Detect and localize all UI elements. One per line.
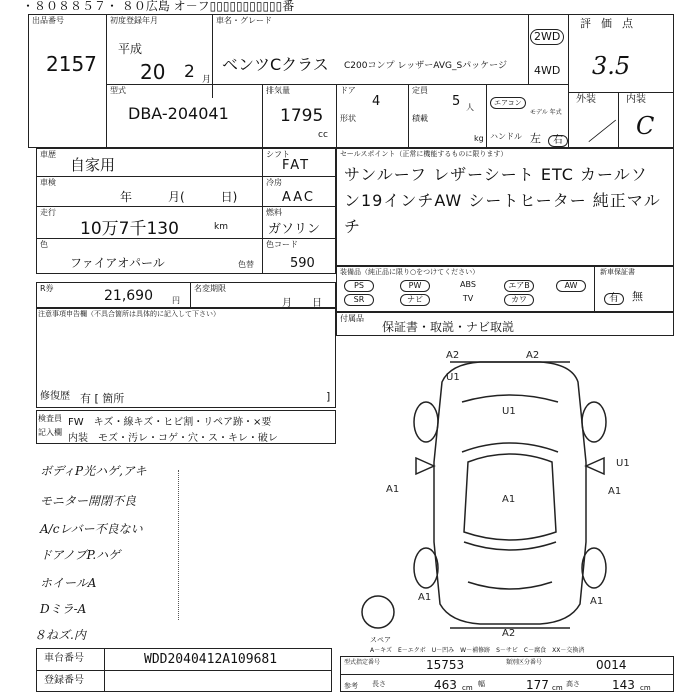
- mark-rear-right-a1: A1: [590, 596, 604, 607]
- new-warranty-label: 新車保証書: [600, 268, 635, 276]
- repair-value: 有 [ 箇所: [80, 392, 125, 405]
- length-unit: cm: [462, 684, 473, 692]
- color-code-label: 色コード: [266, 240, 298, 249]
- reg-number-label: 登録番号: [44, 675, 84, 686]
- fuel-label: 燃料: [266, 208, 282, 217]
- width: 177: [526, 678, 549, 692]
- first-reg-month-unit: 月: [202, 75, 212, 85]
- height: 143: [612, 678, 635, 692]
- mark-rear-left-a1: A1: [418, 592, 432, 603]
- exterior-label: 外装: [576, 94, 596, 105]
- inspector-label1: 検査員: [38, 414, 62, 423]
- recycle-label: R券: [40, 284, 54, 293]
- first-reg-month: 2: [184, 62, 195, 82]
- mark-roof-a1: A1: [502, 494, 516, 505]
- type-num: 15753: [426, 658, 465, 672]
- doors: 4: [372, 94, 381, 109]
- mark-rear-a2: A2: [502, 628, 516, 639]
- vin: WDD2040412A109681: [144, 652, 278, 667]
- inspector-fw-row: FW キズ・線キズ・ヒビ割・リペア跡・×要: [68, 417, 272, 428]
- steering-label: ハンドル: [490, 132, 522, 141]
- ac-label: 冷房: [266, 178, 282, 187]
- class-num-label: 類別区分番号: [506, 659, 543, 666]
- mark-rear-a1: A1: [386, 484, 400, 495]
- capacity-label: 定員: [412, 86, 428, 95]
- note-line-2: モニター開閉不良: [40, 494, 137, 508]
- lot-label: 出品番号: [32, 16, 64, 25]
- transfer: 月 日: [282, 298, 322, 309]
- repair-label: 修復歴: [40, 391, 70, 402]
- warranty-no: 無: [632, 290, 643, 303]
- shape-label: 形状: [340, 114, 356, 123]
- lot-number: 2157: [46, 52, 97, 76]
- interior-score: C: [636, 112, 655, 140]
- spec-ref-label: 参考: [344, 682, 358, 690]
- steering-left: 左: [530, 132, 541, 145]
- equip-navi: ナビ: [400, 294, 430, 306]
- accessories: 保証書・取説・ナビ取説: [382, 320, 515, 334]
- mark-front-u1-left: U1: [446, 372, 460, 383]
- selling-points-text: サンルーフ レザーシート ETC カールソン19インチAW シートヒーター 純正マルチ: [344, 165, 661, 236]
- model-grade: C200コンプ レッザーAVG_Sパッケージ: [344, 61, 507, 71]
- mode-label: モデル 年式: [530, 109, 562, 116]
- exterior-score: ／: [588, 118, 612, 146]
- color: ファイアオパール: [70, 256, 165, 270]
- color-change-label: 色替: [238, 260, 254, 269]
- equip-leather: カワ: [504, 294, 534, 306]
- color-label: 色: [40, 240, 48, 249]
- recycle-value: 21,690: [104, 288, 153, 304]
- mileage: 10万7千130: [80, 219, 179, 239]
- equip-airbag: エアB: [504, 280, 534, 292]
- aircon-badge: エアコン: [490, 90, 526, 109]
- shift: FAT: [282, 158, 311, 173]
- score-value: 3.5: [592, 52, 631, 80]
- recycle-unit: 円: [172, 296, 180, 305]
- warranty-yes: 有: [604, 286, 624, 305]
- spare-label: スペア: [370, 636, 391, 644]
- inspector-in-row: 内装 モズ・汚レ・コゲ・穴・ス・キレ・破レ: [68, 433, 278, 444]
- note-line-1: ボディP光ハゲ,アキ: [40, 464, 147, 478]
- note-line-4: ドアノブP.ハゲ: [40, 548, 121, 562]
- length-label: 長さ: [372, 680, 386, 688]
- type-num-label: 型式指定番号: [344, 659, 381, 666]
- mark-bumper-a2-right: A2: [526, 350, 540, 361]
- car-damage-diagram: [350, 342, 670, 648]
- equip-ps: PS: [344, 280, 374, 292]
- selling-points-label: セールスポイント（正常に機能するものに限ります）: [340, 150, 508, 158]
- equip-tv: TV: [462, 294, 474, 303]
- height-label: 高さ: [566, 680, 580, 688]
- capacity-unit: 人: [466, 103, 474, 112]
- interior-label: 内装: [626, 94, 646, 105]
- equipment-label: 装備品（純正品に限り○をつけてください）: [340, 268, 480, 276]
- inspection-date: 年 月( 日): [120, 190, 238, 204]
- doors-label: ドア: [340, 86, 356, 95]
- inspector-label2: 記入欄: [38, 428, 62, 437]
- score-label: 評価点: [580, 17, 643, 30]
- width-label: 幅: [478, 680, 485, 688]
- height-unit: cm: [640, 684, 651, 692]
- usage: 自家用: [70, 156, 116, 174]
- mark-bumper-a2-left: A2: [446, 350, 460, 361]
- model-code: DBA-204041: [128, 104, 229, 123]
- class-num: 0014: [596, 658, 627, 672]
- accessories-label: 付属品: [340, 314, 364, 323]
- displacement: 1795: [280, 106, 324, 126]
- color-code: 590: [290, 256, 315, 271]
- usage-label: 車歴: [40, 150, 56, 159]
- drive-4wd: 4WD: [534, 64, 561, 77]
- equip-sr: SR: [344, 294, 374, 306]
- mark-side-u1: U1: [616, 458, 630, 469]
- mark-side-a1: A1: [608, 486, 622, 497]
- first-reg-year: 20: [140, 60, 166, 84]
- repair-close: ]: [326, 390, 331, 403]
- inspection-label: 車検: [40, 178, 56, 187]
- drive-2wd: 2WD: [530, 25, 564, 45]
- cargo-label: 積載: [412, 114, 428, 123]
- header-text: ・８０８８５７・ ８０広島 オ－フ▯▯▯▯▯▯▯▯▯▯▯番: [22, 0, 295, 12]
- note-line-5: ホイールA: [40, 576, 97, 590]
- equip-pw: PW: [400, 280, 430, 292]
- cargo-unit: kg: [474, 134, 484, 143]
- mileage-label: 走行: [40, 208, 56, 217]
- shift-label: シフト: [266, 150, 290, 159]
- fuel: ガソリン: [268, 222, 321, 237]
- notes-label: 注意事項申告欄（不具合箇所は具体的に記入して下さい）: [38, 310, 220, 318]
- transfer-label: 名変期限: [194, 284, 226, 293]
- note-line-7: ８ねズ.内: [34, 628, 86, 642]
- mark-front-u1: U1: [502, 406, 516, 417]
- displacement-unit: cc: [318, 130, 328, 140]
- note-line-6: Dミラ-A: [40, 602, 87, 616]
- equip-aw: AW: [556, 280, 586, 292]
- width-unit: cm: [552, 684, 563, 692]
- model-name-label: 車名・グレード: [216, 16, 272, 25]
- vin-label: 車台番号: [44, 653, 84, 664]
- mileage-unit: km: [214, 222, 228, 232]
- steering-right: 右: [548, 128, 568, 147]
- ac: AAC: [282, 190, 315, 205]
- first-reg-era: 平成: [118, 42, 143, 56]
- length: 463: [434, 678, 457, 692]
- note-line-3: A/cレバー不良ない: [40, 522, 143, 536]
- model-name: ベンツCクラス: [222, 55, 329, 74]
- displacement-label: 排気量: [266, 86, 290, 95]
- model-code-label: 型式: [110, 86, 126, 95]
- damage-legend: A－キズ E－エクボ U－凹み W－補修跡 S－サビ C－腐食 XX－交換済: [370, 647, 585, 654]
- top-info-frame: [28, 14, 674, 148]
- equip-abs: ABS: [460, 280, 476, 289]
- capacity: 5: [452, 94, 461, 109]
- first-reg-label: 初度登録年月: [110, 16, 158, 25]
